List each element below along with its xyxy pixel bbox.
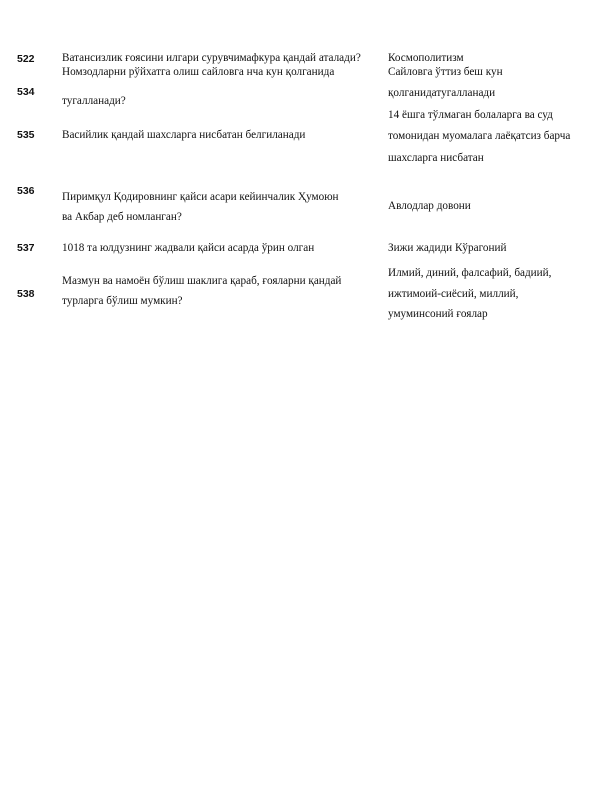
answer-text: Зижи жадиди Кўрагоний xyxy=(388,242,507,254)
answer-text: қолганидатугалланади xyxy=(388,87,496,99)
answer-text: умуминсоний ғоялар xyxy=(388,308,488,320)
answer-text: 14 ёшга тўлмаган болаларга ва суд xyxy=(388,109,553,121)
question-text: ва Акбар деб номланган? xyxy=(62,211,182,223)
question-number: 534 xyxy=(17,86,35,98)
answer-text: Илмий, диний, фалсафий, бадиий, xyxy=(388,267,552,279)
question-text: 1018 та юлдузнинг жадвали қайси асарда ўрин олган xyxy=(62,242,315,254)
answer-text: Авлодлар довони xyxy=(388,200,471,212)
answer-text: шахсларга нисбатан xyxy=(388,152,484,164)
question-text: Мазмун ва намоён бўлиш шаклига қараб, ғояларни қандай xyxy=(62,275,342,287)
answer-text: томонидан муомалага лаёқатсиз барча xyxy=(388,130,571,142)
question-text: Пиримқул Қодировнинг қайси асари кейинчалик Ҳумоюн xyxy=(62,191,339,203)
question-text: турларга бўлиш мумкин? xyxy=(62,295,183,307)
question-number: 537 xyxy=(17,242,35,254)
answer-text: ижтимоий-сиёсий, миллий, xyxy=(388,288,519,300)
question-number: 522 xyxy=(17,53,35,65)
question-text: Васийлик қандай шахсларга нисбатан белгиланади xyxy=(62,129,306,141)
question-number: 538 xyxy=(17,288,35,300)
question-text: тугалланади? xyxy=(62,95,126,107)
answer-text: Сайловга ўттиз беш кун xyxy=(388,66,503,78)
question-text: Номзодларни рўйхатга олиш сайловга нча кун қолганида xyxy=(62,66,335,78)
question-number: 535 xyxy=(17,129,35,141)
answer-text: Космополитизм xyxy=(388,52,464,64)
question-text: Ватансизлик ғоясини илгари сурувчимафкура қандай аталади? xyxy=(62,52,361,64)
question-number: 536 xyxy=(17,185,35,197)
